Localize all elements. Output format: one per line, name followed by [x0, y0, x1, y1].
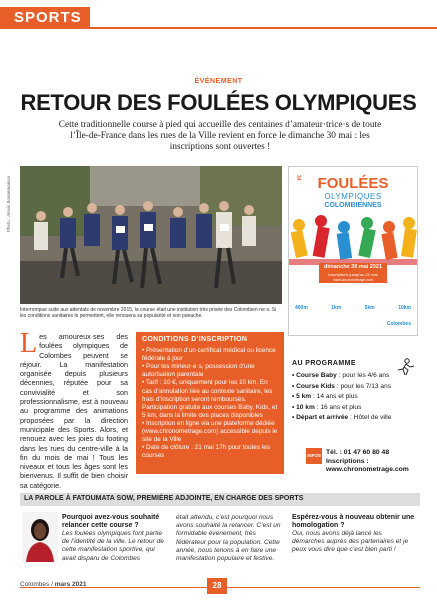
poster-inscription: inscriptions jusqu’au 21 mai: [328, 272, 378, 277]
section-rule: [90, 27, 437, 29]
interview-question: Espérez-vous à nouveau obtenir une homologation ?: [292, 514, 415, 529]
footer-magazine: Colombes / mars 2021: [20, 581, 87, 588]
article-kicker: ÉVÉNEMENT: [194, 78, 243, 85]
contact-info: [326, 449, 409, 475]
conditions-box: [136, 332, 284, 474]
runners-illustration: [20, 166, 282, 304]
interview-header: LA PAROLE À FATOUMATA SOW, PREMIÈRE ADJOINTE, EN CHARGE DES SPORTS: [24, 495, 304, 502]
conditions-item: • Tarif : 10 €, uniquement pour les 10 km. En cas d’annulation liée au contexte sanitaire, les frais d’inscription seront remboursés. Participation gratuite aux courses Baby, Kids, et 5 km, dans la limite des places disponibles: [142, 379, 278, 419]
conditions-item: • Présentation d’un certificat médical ou licence fédérale à jour: [142, 347, 276, 363]
programme-row: • 5 km : 14 ans et plus: [292, 393, 358, 400]
interview-answer: Oui, nous avons déjà lancé les démarches auprès des partenaires et je peux vous dire que c’est bien parti !: [292, 530, 409, 554]
article-body-text: es amoureux·ses des foulées olympiques de Colombes peuvent se réjouir. La manifestation organisée depuis plusieurs décennies, réputée pour sa convivialité et son professionnalisme, est à nouveau au programme des animations proposées par la direction municipale des Sports. Alors, et renouez avec les joies du footing dans les rues du centre-ville à la fin du mois de mai ! Tous les niveaux et tous les âges sont les bienvenus. Il suffit de bien choisir sa catégorie.: [20, 332, 128, 490]
poster-title-2: OLYMPIQUES: [324, 192, 382, 201]
poster-city-logo: Colombes: [386, 321, 411, 327]
conditions-item: • Inscription en ligne via une plateforme dédiée (www.chronometrage.com) accessible depuis le site de la Ville: [142, 419, 278, 444]
interview-question: Pourquoi avez-vous souhaité relancer cette course ?: [62, 514, 160, 529]
poster-distances: [295, 305, 411, 311]
poster-distance: 1km: [331, 305, 342, 311]
interview-column-1: [62, 514, 168, 563]
page-number: 28: [207, 578, 227, 594]
interview-answer: était attendu, c’est pourquoi nous avons souhaité la relancer. C’est un formidable événement, très fédérateur pour la population. Cette année, nous tenons à en faire une manifestation populaire et festive.: [176, 514, 281, 563]
programme-row: • Départ et arrivée : Hôtel de ville: [292, 414, 392, 421]
article-body: [20, 328, 128, 490]
poster-distance: 400m: [295, 305, 308, 311]
programme-title: AU PROGRAMME: [292, 360, 356, 367]
article-lead: Cette traditionnelle course à pied qui accueille des centaines d’amateur·trice·s de toute l’Île-de-France dans les rues de la Ville revient en force le dimanche 30 mai : les inscriptions sont ouvertes !: [58, 120, 382, 152]
section-label: SPORTS: [0, 7, 90, 29]
poster-title-1: FOULÉES: [317, 175, 389, 192]
programme-row: • Course Kids : pour les 7/13 ans: [292, 382, 392, 390]
poster-distance: 10km: [398, 305, 411, 311]
photo-caption: Interrompue suite aux attentats de novembre 2015, la course était une institution très prisée des Colombien·ne·s. Si les conditions sanitaires le permettent, elle renouera sa popularité et son panache.: [20, 307, 277, 319]
interviewee-portrait: [22, 512, 58, 562]
poster-number: 34: [295, 175, 301, 181]
article-title: RETOUR DES FOULÉES OLYMPIQUES: [20, 90, 417, 115]
conditions-title: CONDITIONS D’INSCRIPTION: [142, 336, 248, 343]
conditions-item: • Pour les mineur·e·s, possession d’une autorisation parentale: [142, 363, 255, 379]
interview-column-2: [176, 514, 284, 563]
race-photo: [20, 166, 282, 304]
infos-badge: INFOS: [306, 448, 322, 464]
poster-distance: 5km: [364, 305, 375, 311]
photo-credit: Photo : Alexis Bonnemaison: [6, 175, 11, 232]
programme-row: • Course Baby : pour les 4/6 ans: [292, 372, 390, 379]
interview-column-3: [292, 514, 416, 555]
conditions-item: • Date de clôture : 21 mai 17h pour toutes les courses: [142, 444, 270, 460]
poster-title-3: COLOMBIENNES: [324, 202, 382, 209]
programme-row: • 10 km : 16 ans et plus: [292, 403, 362, 411]
contact-phone: Tél. : 01 47 60 80 48: [326, 449, 390, 456]
contact-inscriptions-label: Inscriptions :: [326, 457, 369, 465]
dropcap: L: [20, 328, 38, 359]
interview-answer: Les foulées olympiques font partie de l’identité de la ville. Le retour de cette manifestation sportive, qui avait disparu de Colombes: [62, 530, 164, 562]
poster-site: www.chronometrage.com: [333, 278, 373, 282]
poster-date: dimanche 30 mai 2021: [323, 264, 383, 270]
event-poster: [288, 166, 418, 336]
contact-site-link[interactable]: www.chronometrage.com: [326, 466, 409, 473]
